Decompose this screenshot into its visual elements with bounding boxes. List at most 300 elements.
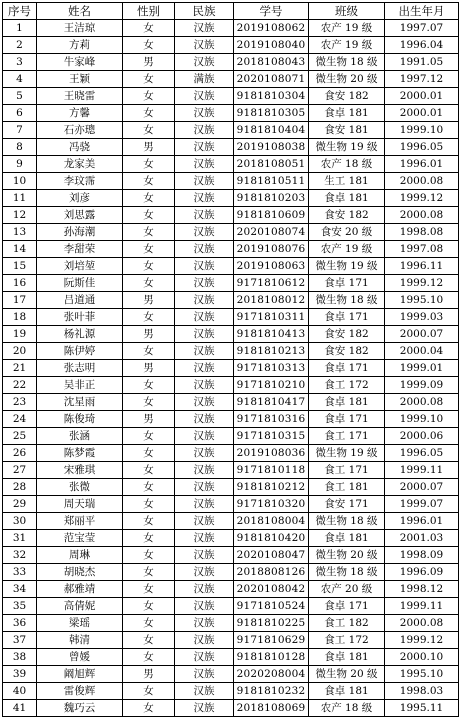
cell-index: 7 xyxy=(3,122,37,139)
cell-birth-date: 1999.10 xyxy=(385,122,459,139)
cell-gender: 男 xyxy=(123,360,175,377)
cell-ethnicity: 汉族 xyxy=(175,122,234,139)
student-roster-table xyxy=(2,2,459,717)
cell-student-id: 2020108047 xyxy=(234,547,309,564)
cell-name: 周琳 xyxy=(37,547,123,564)
cell-student-id: 2019108038 xyxy=(234,139,309,156)
cell-birth-date: 2001.03 xyxy=(385,530,459,547)
cell-student-id: 2018108043 xyxy=(234,54,309,71)
cell-gender: 女 xyxy=(123,598,175,615)
cell-birth-date: 2000.08 xyxy=(385,394,459,411)
cell-birth-date: 1999.12 xyxy=(385,632,459,649)
cell-class: 食工 182 xyxy=(309,615,385,632)
cell-ethnicity: 汉族 xyxy=(175,292,234,309)
cell-name: 魏巧云 xyxy=(37,700,123,717)
cell-class: 食安 20 级 xyxy=(309,224,385,241)
table-row xyxy=(3,343,459,360)
cell-gender: 女 xyxy=(123,258,175,275)
cell-index: 14 xyxy=(3,241,37,258)
cell-name: 陈伊婷 xyxy=(37,343,123,360)
cell-index: 37 xyxy=(3,632,37,649)
cell-index: 40 xyxy=(3,683,37,700)
cell-index: 2 xyxy=(3,37,37,54)
table-row xyxy=(3,360,459,377)
cell-class: 食卓 171 xyxy=(309,411,385,428)
header-ethnicity: 民族 xyxy=(175,3,234,20)
cell-class: 食卓 181 xyxy=(309,683,385,700)
cell-birth-date: 1999.11 xyxy=(385,598,459,615)
cell-gender: 女 xyxy=(123,105,175,122)
cell-name: 范宝莹 xyxy=(37,530,123,547)
cell-ethnicity: 汉族 xyxy=(175,547,234,564)
cell-student-id: 2019108076 xyxy=(234,241,309,258)
roster-sheet xyxy=(2,2,459,717)
table-row xyxy=(3,496,459,513)
cell-student-id: 2018108069 xyxy=(234,700,309,717)
cell-index: 16 xyxy=(3,275,37,292)
table-row xyxy=(3,122,459,139)
cell-class: 食安 182 xyxy=(309,88,385,105)
table-row xyxy=(3,564,459,581)
cell-student-id: 9171810210 xyxy=(234,377,309,394)
cell-class: 微生物 18 级 xyxy=(309,513,385,530)
table-row xyxy=(3,530,459,547)
cell-birth-date: 1998.12 xyxy=(385,581,459,598)
table-row xyxy=(3,615,459,632)
cell-birth-date: 1995.10 xyxy=(385,666,459,683)
cell-class: 农产 19 级 xyxy=(309,37,385,54)
cell-class: 农产 19 级 xyxy=(309,241,385,258)
cell-student-id: 2019108062 xyxy=(234,20,309,37)
cell-name: 胡晓杰 xyxy=(37,564,123,581)
table-row xyxy=(3,445,459,462)
cell-name: 郑丽平 xyxy=(37,513,123,530)
cell-name: 梁瑶 xyxy=(37,615,123,632)
cell-ethnicity: 汉族 xyxy=(175,513,234,530)
cell-student-id: 9171810313 xyxy=(234,360,309,377)
cell-birth-date: 1997.08 xyxy=(385,241,459,258)
cell-gender: 女 xyxy=(123,343,175,360)
cell-index: 35 xyxy=(3,598,37,615)
cell-name: 孙海潮 xyxy=(37,224,123,241)
cell-birth-date: 2000.01 xyxy=(385,88,459,105)
table-row xyxy=(3,428,459,445)
cell-gender: 女 xyxy=(123,581,175,598)
cell-gender: 女 xyxy=(123,649,175,666)
cell-ethnicity: 汉族 xyxy=(175,394,234,411)
table-row xyxy=(3,700,459,717)
cell-gender: 女 xyxy=(123,615,175,632)
cell-student-id: 2020108071 xyxy=(234,71,309,88)
cell-class: 食工 172 xyxy=(309,377,385,394)
cell-index: 9 xyxy=(3,156,37,173)
cell-student-id: 2019108063 xyxy=(234,258,309,275)
cell-ethnicity: 汉族 xyxy=(175,207,234,224)
cell-index: 18 xyxy=(3,309,37,326)
cell-gender: 女 xyxy=(123,428,175,445)
cell-birth-date: 1996.05 xyxy=(385,139,459,156)
cell-class: 食卓 171 xyxy=(309,275,385,292)
cell-ethnicity: 汉族 xyxy=(175,156,234,173)
cell-ethnicity: 汉族 xyxy=(175,88,234,105)
cell-birth-date: 2000.01 xyxy=(385,105,459,122)
cell-gender: 女 xyxy=(123,632,175,649)
cell-ethnicity: 汉族 xyxy=(175,700,234,717)
table-row xyxy=(3,37,459,54)
cell-index: 32 xyxy=(3,547,37,564)
cell-ethnicity: 汉族 xyxy=(175,445,234,462)
cell-gender: 女 xyxy=(123,224,175,241)
cell-ethnicity: 汉族 xyxy=(175,615,234,632)
cell-index: 22 xyxy=(3,377,37,394)
table-row xyxy=(3,105,459,122)
cell-class: 微生物 18 级 xyxy=(309,564,385,581)
cell-gender: 男 xyxy=(123,292,175,309)
cell-student-id: 9181810404 xyxy=(234,122,309,139)
table-row xyxy=(3,241,459,258)
cell-class: 微生物 18 级 xyxy=(309,292,385,309)
cell-class: 微生物 19 级 xyxy=(309,258,385,275)
cell-index: 34 xyxy=(3,581,37,598)
cell-class: 农产 20 级 xyxy=(309,581,385,598)
cell-class: 生工 181 xyxy=(309,173,385,190)
cell-birth-date: 1998.03 xyxy=(385,683,459,700)
cell-name: 张志明 xyxy=(37,360,123,377)
cell-class: 食工 172 xyxy=(309,632,385,649)
cell-class: 食卓 181 xyxy=(309,649,385,666)
cell-birth-date: 1996.09 xyxy=(385,564,459,581)
table-row xyxy=(3,258,459,275)
table-row xyxy=(3,309,459,326)
cell-index: 5 xyxy=(3,88,37,105)
cell-ethnicity: 汉族 xyxy=(175,428,234,445)
cell-ethnicity: 汉族 xyxy=(175,649,234,666)
cell-birth-date: 2000.08 xyxy=(385,207,459,224)
cell-gender: 女 xyxy=(123,547,175,564)
cell-class: 食安 182 xyxy=(309,343,385,360)
cell-gender: 女 xyxy=(123,156,175,173)
cell-name: 方馨 xyxy=(37,105,123,122)
cell-name: 阮斯佳 xyxy=(37,275,123,292)
cell-birth-date: 1999.01 xyxy=(385,360,459,377)
table-row xyxy=(3,479,459,496)
cell-index: 29 xyxy=(3,496,37,513)
cell-birth-date: 1998.08 xyxy=(385,224,459,241)
table-row xyxy=(3,292,459,309)
cell-index: 24 xyxy=(3,411,37,428)
cell-gender: 女 xyxy=(123,20,175,37)
cell-name: 刘培堃 xyxy=(37,258,123,275)
cell-name: 王晓雷 xyxy=(37,88,123,105)
cell-gender: 女 xyxy=(123,37,175,54)
cell-gender: 女 xyxy=(123,530,175,547)
table-row xyxy=(3,683,459,700)
cell-name: 张微 xyxy=(37,479,123,496)
cell-name: 沈星雨 xyxy=(37,394,123,411)
cell-index: 11 xyxy=(3,190,37,207)
cell-birth-date: 2000.10 xyxy=(385,649,459,666)
table-row xyxy=(3,224,459,241)
cell-index: 12 xyxy=(3,207,37,224)
cell-birth-date: 1999.12 xyxy=(385,190,459,207)
cell-ethnicity: 汉族 xyxy=(175,411,234,428)
table-row xyxy=(3,649,459,666)
cell-birth-date: 1999.10 xyxy=(385,411,459,428)
cell-student-id: 9181810212 xyxy=(234,479,309,496)
cell-ethnicity: 汉族 xyxy=(175,105,234,122)
cell-index: 4 xyxy=(3,71,37,88)
cell-student-id: 9181810420 xyxy=(234,530,309,547)
cell-birth-date: 2000.08 xyxy=(385,173,459,190)
cell-ethnicity: 汉族 xyxy=(175,632,234,649)
cell-gender: 女 xyxy=(123,445,175,462)
table-row xyxy=(3,71,459,88)
table-row xyxy=(3,632,459,649)
cell-student-id: 2018108051 xyxy=(234,156,309,173)
table-row xyxy=(3,207,459,224)
table-row xyxy=(3,547,459,564)
cell-birth-date: 1991.05 xyxy=(385,54,459,71)
cell-name: 曾媛 xyxy=(37,649,123,666)
cell-gender: 女 xyxy=(123,377,175,394)
header-gender: 性别 xyxy=(123,3,175,20)
cell-ethnicity: 汉族 xyxy=(175,462,234,479)
cell-student-id: 2020208004 xyxy=(234,666,309,683)
cell-name: 韩清 xyxy=(37,632,123,649)
cell-birth-date: 1997.07 xyxy=(385,20,459,37)
roster-body xyxy=(3,20,459,717)
header-class: 班级 xyxy=(309,3,385,20)
cell-birth-date: 2000.07 xyxy=(385,479,459,496)
cell-ethnicity: 汉族 xyxy=(175,479,234,496)
cell-gender: 男 xyxy=(123,666,175,683)
cell-gender: 女 xyxy=(123,700,175,717)
cell-name: 阚旭辉 xyxy=(37,666,123,683)
cell-class: 食卓 171 xyxy=(309,360,385,377)
table-row xyxy=(3,156,459,173)
cell-student-id: 9171810612 xyxy=(234,275,309,292)
cell-class: 食工 171 xyxy=(309,462,385,479)
cell-index: 38 xyxy=(3,649,37,666)
cell-gender: 女 xyxy=(123,122,175,139)
cell-ethnicity: 汉族 xyxy=(175,173,234,190)
cell-gender: 男 xyxy=(123,326,175,343)
cell-gender: 女 xyxy=(123,275,175,292)
cell-student-id: 9171810629 xyxy=(234,632,309,649)
cell-gender: 男 xyxy=(123,411,175,428)
cell-birth-date: 1998.09 xyxy=(385,547,459,564)
cell-name: 杨礼源 xyxy=(37,326,123,343)
cell-ethnicity: 汉族 xyxy=(175,683,234,700)
cell-student-id: 2019108040 xyxy=(234,37,309,54)
cell-name: 龙家美 xyxy=(37,156,123,173)
cell-class: 食卓 181 xyxy=(309,190,385,207)
cell-student-id: 2019108036 xyxy=(234,445,309,462)
table-row xyxy=(3,462,459,479)
cell-gender: 女 xyxy=(123,309,175,326)
cell-index: 3 xyxy=(3,54,37,71)
header-birth-date: 出生年月 xyxy=(385,3,459,20)
cell-ethnicity: 满族 xyxy=(175,71,234,88)
cell-gender: 女 xyxy=(123,479,175,496)
cell-class: 食卓 171 xyxy=(309,309,385,326)
cell-index: 23 xyxy=(3,394,37,411)
table-row xyxy=(3,598,459,615)
cell-index: 27 xyxy=(3,462,37,479)
cell-birth-date: 2000.08 xyxy=(385,615,459,632)
cell-student-id: 9181810305 xyxy=(234,105,309,122)
table-row xyxy=(3,326,459,343)
cell-ethnicity: 汉族 xyxy=(175,564,234,581)
cell-student-id: 2020108074 xyxy=(234,224,309,241)
cell-ethnicity: 汉族 xyxy=(175,54,234,71)
cell-student-id: 9181810213 xyxy=(234,343,309,360)
table-row xyxy=(3,275,459,292)
cell-birth-date: 2000.04 xyxy=(385,343,459,360)
cell-gender: 女 xyxy=(123,207,175,224)
cell-index: 30 xyxy=(3,513,37,530)
cell-student-id: 2018108012 xyxy=(234,292,309,309)
cell-student-id: 9171810315 xyxy=(234,428,309,445)
cell-index: 17 xyxy=(3,292,37,309)
header-student-id: 学号 xyxy=(234,3,309,20)
table-row xyxy=(3,88,459,105)
cell-name: 石亦璁 xyxy=(37,122,123,139)
table-row xyxy=(3,20,459,37)
cell-index: 31 xyxy=(3,530,37,547)
cell-index: 26 xyxy=(3,445,37,462)
table-row xyxy=(3,173,459,190)
cell-class: 食安 182 xyxy=(309,207,385,224)
cell-birth-date: 1995.10 xyxy=(385,292,459,309)
cell-ethnicity: 汉族 xyxy=(175,377,234,394)
cell-index: 28 xyxy=(3,479,37,496)
cell-ethnicity: 汉族 xyxy=(175,258,234,275)
cell-birth-date: 1999.12 xyxy=(385,275,459,292)
cell-name: 宋雅琪 xyxy=(37,462,123,479)
cell-name: 牛家峰 xyxy=(37,54,123,71)
cell-birth-date: 1999.11 xyxy=(385,462,459,479)
cell-student-id: 9181810128 xyxy=(234,649,309,666)
cell-index: 1 xyxy=(3,20,37,37)
table-row xyxy=(3,666,459,683)
cell-name: 吕道通 xyxy=(37,292,123,309)
cell-ethnicity: 汉族 xyxy=(175,496,234,513)
cell-student-id: 9171810524 xyxy=(234,598,309,615)
cell-name: 郝雅靖 xyxy=(37,581,123,598)
cell-ethnicity: 汉族 xyxy=(175,343,234,360)
cell-gender: 女 xyxy=(123,190,175,207)
cell-class: 微生物 18 级 xyxy=(309,54,385,71)
cell-class: 微生物 20 级 xyxy=(309,71,385,88)
cell-name: 李甜荣 xyxy=(37,241,123,258)
cell-name: 陈俊琦 xyxy=(37,411,123,428)
cell-birth-date: 2000.07 xyxy=(385,326,459,343)
cell-name: 张涵 xyxy=(37,428,123,445)
cell-ethnicity: 汉族 xyxy=(175,309,234,326)
table-row xyxy=(3,377,459,394)
cell-student-id: 9171810320 xyxy=(234,496,309,513)
cell-birth-date: 1997.12 xyxy=(385,71,459,88)
cell-gender: 女 xyxy=(123,564,175,581)
cell-student-id: 9181810232 xyxy=(234,683,309,700)
cell-class: 微生物 19 级 xyxy=(309,139,385,156)
cell-student-id: 9181810413 xyxy=(234,326,309,343)
table-row xyxy=(3,190,459,207)
cell-birth-date: 1999.09 xyxy=(385,377,459,394)
cell-gender: 女 xyxy=(123,462,175,479)
cell-name: 吴非正 xyxy=(37,377,123,394)
cell-class: 食卓 171 xyxy=(309,598,385,615)
cell-index: 39 xyxy=(3,666,37,683)
cell-birth-date: 1996.11 xyxy=(385,258,459,275)
cell-class: 农产 18 级 xyxy=(309,700,385,717)
cell-birth-date: 2000.06 xyxy=(385,428,459,445)
cell-class: 食安 181 xyxy=(309,122,385,139)
cell-class: 农产 18 级 xyxy=(309,156,385,173)
table-row xyxy=(3,513,459,530)
cell-ethnicity: 汉族 xyxy=(175,139,234,156)
cell-ethnicity: 汉族 xyxy=(175,275,234,292)
cell-class: 食工 171 xyxy=(309,428,385,445)
cell-class: 食卓 181 xyxy=(309,394,385,411)
cell-index: 13 xyxy=(3,224,37,241)
cell-ethnicity: 汉族 xyxy=(175,224,234,241)
cell-birth-date: 1996.05 xyxy=(385,445,459,462)
cell-index: 41 xyxy=(3,700,37,717)
cell-name: 刘思露 xyxy=(37,207,123,224)
cell-ethnicity: 汉族 xyxy=(175,666,234,683)
cell-birth-date: 1999.07 xyxy=(385,496,459,513)
cell-ethnicity: 汉族 xyxy=(175,326,234,343)
cell-index: 15 xyxy=(3,258,37,275)
cell-student-id: 2018108004 xyxy=(234,513,309,530)
cell-student-id: 9181810225 xyxy=(234,615,309,632)
cell-class: 食工 181 xyxy=(309,479,385,496)
cell-name: 雷俊辉 xyxy=(37,683,123,700)
cell-index: 10 xyxy=(3,173,37,190)
cell-name: 方莉 xyxy=(37,37,123,54)
cell-index: 21 xyxy=(3,360,37,377)
cell-student-id: 2018808126 xyxy=(234,564,309,581)
cell-index: 36 xyxy=(3,615,37,632)
cell-student-id: 9171810316 xyxy=(234,411,309,428)
table-row xyxy=(3,139,459,156)
cell-class: 微生物 20 级 xyxy=(309,547,385,564)
cell-student-id: 9181810417 xyxy=(234,394,309,411)
cell-class: 微生物 19 级 xyxy=(309,445,385,462)
cell-student-id: 2020108042 xyxy=(234,581,309,598)
cell-name: 王颖 xyxy=(37,71,123,88)
cell-student-id: 9181810203 xyxy=(234,190,309,207)
cell-ethnicity: 汉族 xyxy=(175,190,234,207)
cell-name: 高倩妮 xyxy=(37,598,123,615)
cell-ethnicity: 汉族 xyxy=(175,581,234,598)
cell-birth-date: 1996.01 xyxy=(385,156,459,173)
cell-ethnicity: 汉族 xyxy=(175,598,234,615)
header-row xyxy=(3,3,459,20)
table-row xyxy=(3,581,459,598)
cell-class: 食卓 181 xyxy=(309,530,385,547)
cell-class: 微生物 20 级 xyxy=(309,666,385,683)
cell-index: 33 xyxy=(3,564,37,581)
cell-index: 19 xyxy=(3,326,37,343)
cell-student-id: 9181810609 xyxy=(234,207,309,224)
cell-class: 食安 182 xyxy=(309,326,385,343)
cell-name: 冯骁 xyxy=(37,139,123,156)
cell-class: 食安 171 xyxy=(309,496,385,513)
cell-student-id: 9171810311 xyxy=(234,309,309,326)
